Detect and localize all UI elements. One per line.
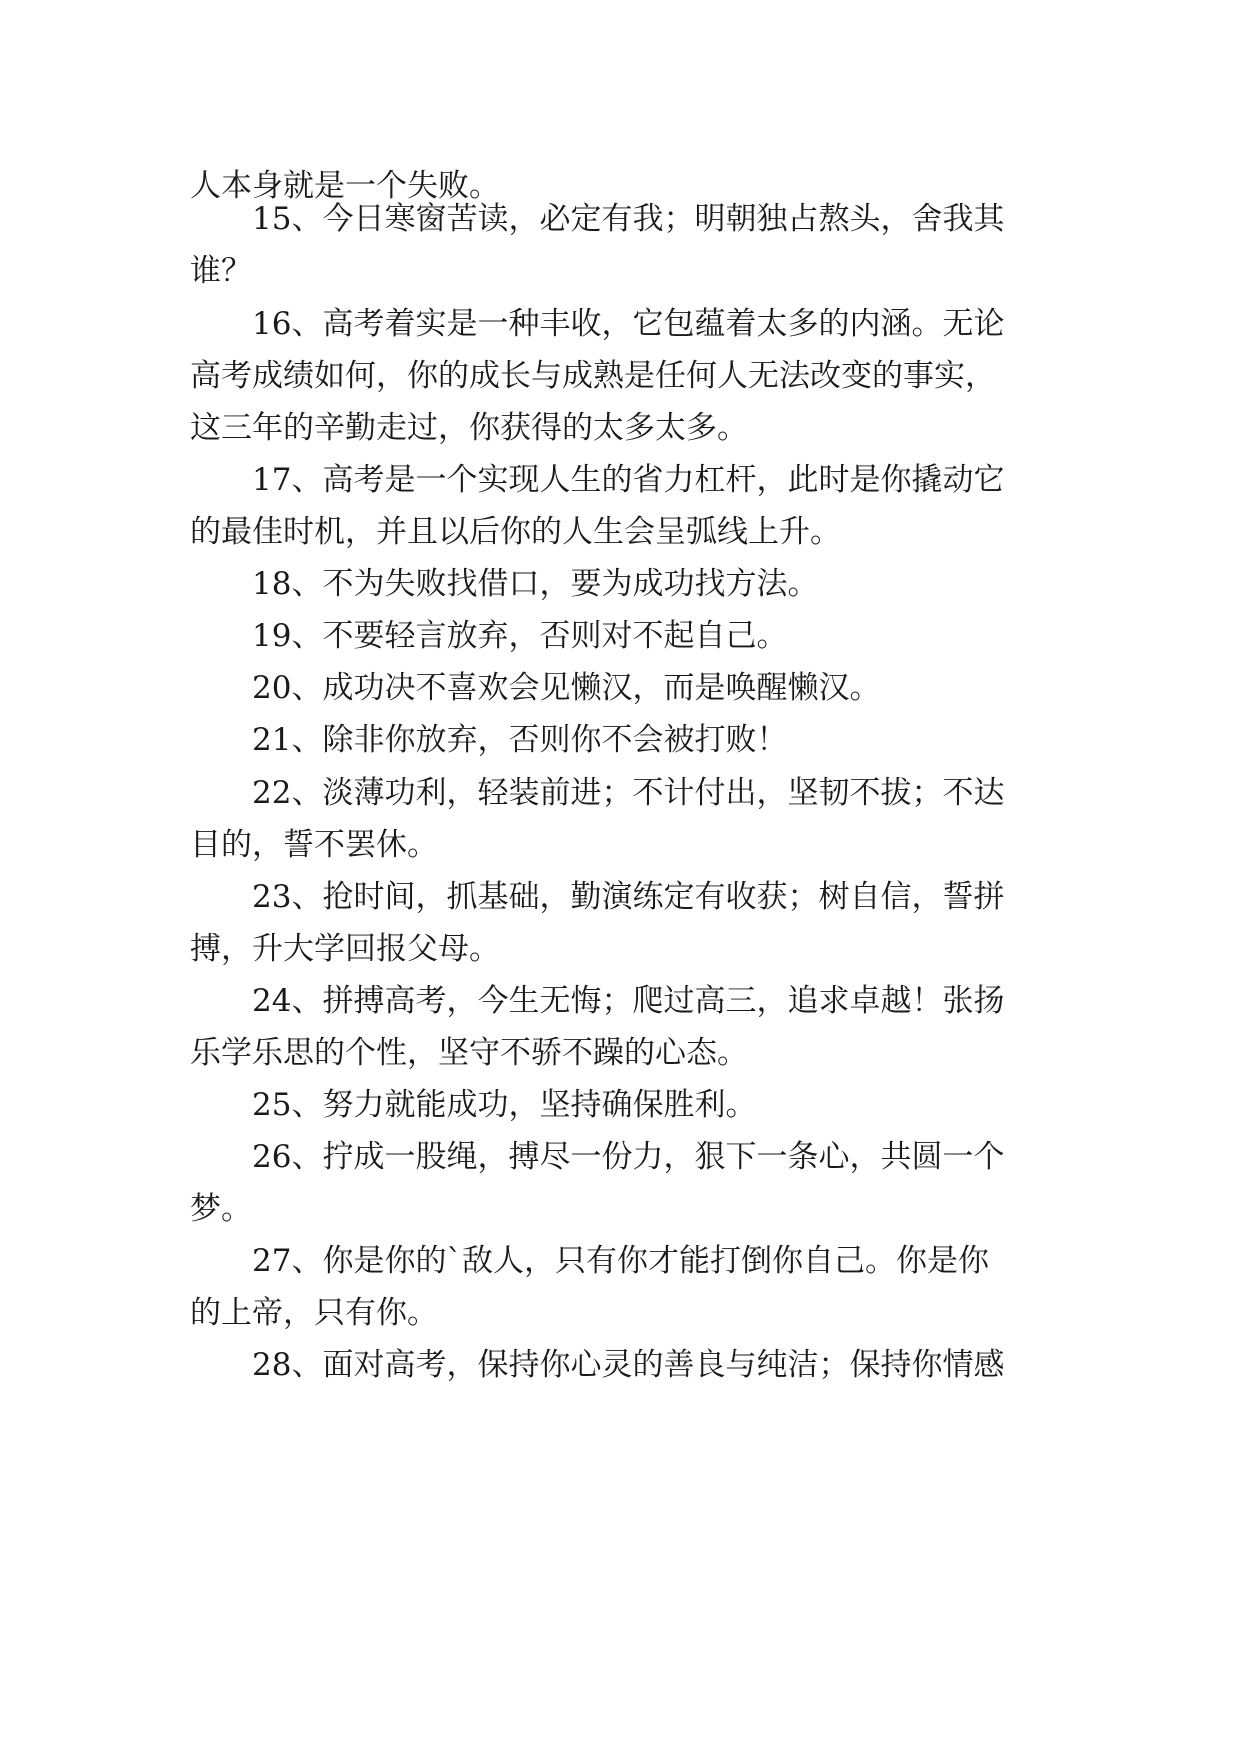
list-item-22-line-1: 22、淡薄功利，轻装前进；不计付出，坚韧不拔；不达 bbox=[252, 775, 1005, 811]
list-item-15-line-1: 15、今日寒窗苦读，必定有我；明朝独占熬头，舍我其 bbox=[252, 201, 1005, 237]
list-item-27-line-2: 的上帝，只有你。 bbox=[190, 1295, 438, 1331]
list-item-17-line-1: 17、高考是一个实现人生的省力杠杆，此时是你撬动它 bbox=[252, 462, 1005, 498]
list-item-23-line-1: 23、抢时间，抓基础，勤演练定有收获；树自信，誓拼 bbox=[252, 879, 1005, 915]
list-item-18: 18、不为失败找借口，要为成功找方法。 bbox=[252, 566, 819, 602]
list-item-19: 19、不要轻言放弃，否则对不起自己。 bbox=[252, 618, 788, 654]
list-item-15-line-2: 谁？ bbox=[190, 253, 252, 289]
list-item-24-line-1: 24、拼搏高考，今生无悔；爬过高三，追求卓越！张扬 bbox=[252, 983, 1005, 1019]
list-item-16-line-1: 16、高考着实是一种丰收，它包蕴着太多的内涵。无论 bbox=[252, 306, 1005, 342]
list-item-26-line-2: 梦。 bbox=[190, 1191, 252, 1227]
list-item-25: 25、努力就能成功，坚持确保胜利。 bbox=[252, 1087, 757, 1123]
list-item-28-line-1: 28、面对高考，保持你心灵的善良与纯洁；保持你情感 bbox=[252, 1347, 1005, 1383]
list-item-26-line-1: 26、拧成一股绳，搏尽一份力，狠下一条心，共圆一个 bbox=[252, 1139, 1005, 1175]
list-item-16-line-3: 这三年的辛勤走过，你获得的太多太多。 bbox=[190, 410, 748, 446]
list-item-21: 21、除非你放弃，否则你不会被打败！ bbox=[252, 722, 788, 758]
document-page bbox=[190, 0, 1070, 1754]
list-item-27-line-1: 27、你是你的`敌人，只有你才能打倒你自己。你是你 bbox=[252, 1243, 989, 1279]
list-item-16-line-2: 高考成绩如何，你的成长与成熟是任何人无法改变的事实， bbox=[190, 358, 996, 394]
list-item-23-line-2: 搏，升大学回报父母。 bbox=[190, 931, 500, 967]
text-line: 人本身就是一个失败。 bbox=[190, 168, 500, 204]
list-item-22-line-2: 目的，誓不罢休。 bbox=[190, 827, 438, 863]
list-item-17-line-2: 的最佳时机，并且以后你的人生会呈弧线上升。 bbox=[190, 514, 841, 550]
list-item-24-line-2: 乐学乐思的个性，坚守不骄不躁的心态。 bbox=[190, 1035, 748, 1071]
list-item-20: 20、成功决不喜欢会见懒汉，而是唤醒懒汉。 bbox=[252, 670, 881, 706]
